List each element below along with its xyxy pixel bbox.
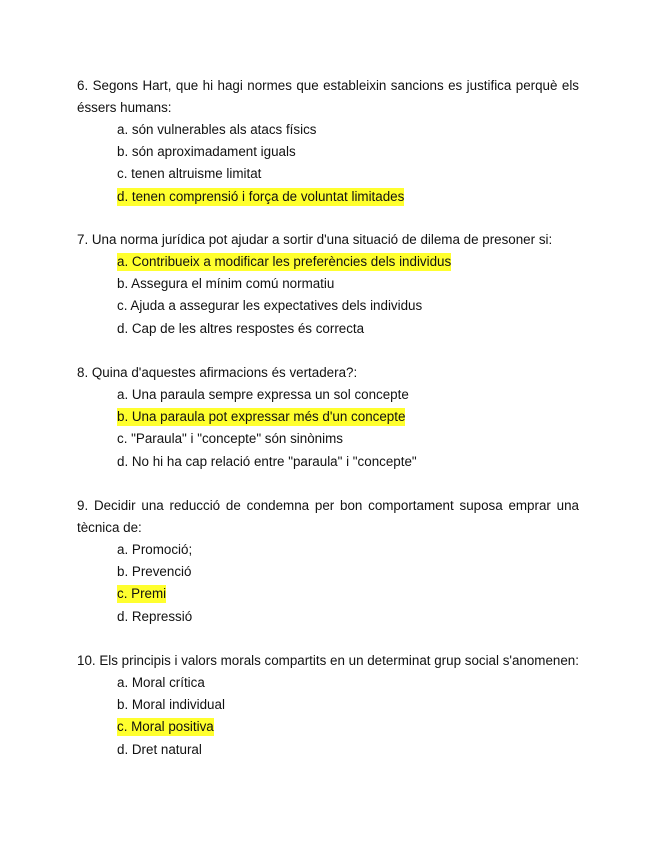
option-text: b. Prevenció [117,564,192,580]
option-text: c. "Paraula" i "concepte" són sinònims [117,431,343,447]
option-text: d. No hi ha cap relació entre "paraula" i "concepte" [117,453,417,469]
option-text: d. Repressió [117,608,193,624]
answer-option-d [117,606,579,628]
answer-option-d [117,186,579,208]
question-prompt: 7. Una norma jurídica pot ajudar a sortir d'una situació de dilema de presoner si: [77,232,553,247]
question-prompt: 9. Decidir una reducció de condemna per bon comportament suposa emprar una tècnica de: [77,498,579,535]
question-6 [77,75,579,208]
option-text: a. Contribueix a modificar les preferències dels individus [117,254,452,269]
option-text: c. Premi [117,586,167,602]
option-text: c. Ajuda a assegurar les expectatives dels individus [117,298,423,314]
question-prompt: 8. Quina d'aquestes afirmacions és vertadera?: [77,365,358,380]
answer-option-a [117,539,579,561]
answer-options [77,539,579,628]
question-9 [77,495,579,628]
answer-option-c [117,716,579,738]
question-prompt: 10. Els principis i valors morals compartits en un determinat grup social s'anomenen: [77,653,579,668]
answer-option-b [117,694,579,716]
question-prompt: 6. Segons Hart, que hi hagi normes que estableixin sancions es justifica perquè els éssers humans: [77,78,579,115]
option-text: c. Moral positiva [117,719,214,735]
answer-option-d [117,318,579,340]
option-text: d. Cap de les altres respostes és correcta [117,320,365,336]
option-text: b. Una paraula pot expressar més d'un concepte [117,409,406,425]
answer-option-a [117,672,579,694]
option-text: a. Una paraula sempre expressa un sol concepte [117,387,409,402]
answer-option-b [117,406,579,428]
answer-option-a [117,119,579,141]
answer-option-c [117,295,579,317]
answer-option-a [117,251,579,273]
answer-option-b [117,273,579,295]
option-text: d. Dret natural [117,741,202,757]
answer-option-c [117,428,579,450]
answer-option-c [117,583,579,605]
option-text: b. Assegura el mínim comú normatiu [117,276,335,292]
answer-options [77,672,579,761]
question-8 [77,362,579,473]
answer-options [77,251,579,340]
answer-option-c [117,163,579,185]
option-text: a. són vulnerables als atacs físics [117,122,317,137]
option-text: b. Moral individual [117,697,225,713]
option-text: a. Moral crítica [117,675,205,690]
question-10 [77,650,579,761]
answer-option-b [117,561,579,583]
option-text: d. tenen comprensió i força de voluntat limitades [117,188,405,204]
answer-option-d [117,739,579,761]
answer-options [77,384,579,473]
question-7 [77,229,579,340]
answer-option-a [117,384,579,406]
option-text: b. són aproximadament iguals [117,144,296,160]
answer-option-d [117,451,579,473]
answer-option-b [117,141,579,163]
option-text: c. tenen altruisme limitat [117,166,262,182]
option-text: a. Promoció; [117,542,193,557]
answer-options [77,119,579,208]
